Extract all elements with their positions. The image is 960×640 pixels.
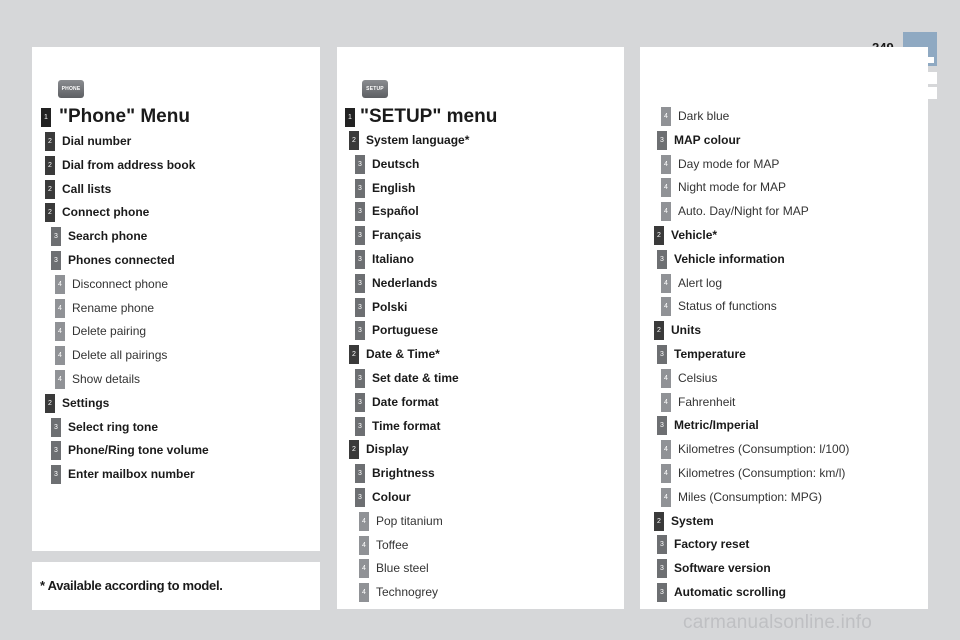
level-badge: 2 — [45, 394, 55, 413]
level-badge: 4 — [55, 275, 65, 294]
menu-item-label: Search phone — [68, 229, 148, 244]
menu-item-label: Automatic scrolling — [674, 585, 787, 599]
level-badge: 1 — [41, 108, 51, 127]
menu-item-label: Enter mailbox number — [68, 467, 195, 482]
level-badge: 3 — [355, 250, 365, 269]
level-badge: 4 — [661, 393, 671, 412]
level-badge: 3 — [355, 488, 365, 507]
menu-item-label: Brightness — [372, 466, 435, 481]
level-badge: 4 — [359, 559, 369, 578]
menu-item-label: Call lists — [62, 181, 112, 196]
level-badge: 4 — [55, 322, 65, 341]
setup-button-icon: SETUP — [362, 80, 388, 98]
level-badge: 4 — [359, 512, 369, 531]
menu-item-label: Day mode for MAP — [678, 156, 780, 171]
level-badge: 3 — [657, 250, 667, 269]
level-badge: 3 — [355, 298, 365, 317]
menu-item-label: Pop titanium — [376, 513, 443, 528]
menu-item-label: Toffee — [376, 537, 409, 552]
menu-item-label: Display — [366, 442, 409, 457]
menu-item-label: Vehicle information — [674, 251, 785, 266]
menu-item-label: Show details — [72, 372, 141, 386]
level-badge: 4 — [55, 299, 65, 318]
menu-item-label: Español — [372, 204, 419, 219]
menu-item-label: Rename phone — [72, 300, 155, 315]
level-badge: 3 — [355, 464, 365, 483]
level-badge: 3 — [657, 583, 667, 602]
level-badge: 2 — [45, 180, 55, 199]
menu-item-label: Temperature — [674, 347, 746, 361]
watermark: carmanualsonline.info — [683, 612, 873, 633]
phone-menu-title: "Phone" Menu — [59, 106, 190, 127]
menu-item-label: Delete pairing — [72, 324, 147, 339]
level-badge: 3 — [657, 131, 667, 150]
menu-item-label: Celsius — [678, 370, 718, 385]
chapter-tab-marker — [928, 57, 934, 63]
menu-item-label: Time format — [372, 418, 441, 433]
menu-item-label: Dial from address book — [62, 157, 196, 172]
menu-item-label: Date format — [372, 394, 439, 409]
level-badge: 3 — [657, 559, 667, 578]
menu-item-label: Blue steel — [376, 561, 429, 576]
level-badge: 2 — [349, 440, 359, 459]
menu-item-label: Phone/Ring tone volume — [68, 443, 209, 458]
level-badge: 2 — [654, 321, 664, 340]
menu-item-label: Fahrenheit — [678, 394, 736, 409]
level-badge: 3 — [355, 179, 365, 198]
level-badge: 4 — [359, 583, 369, 602]
menu-item-label: Miles (Consumption: MPG) — [678, 489, 823, 504]
level-badge: 4 — [661, 178, 671, 197]
level-badge: 4 — [661, 274, 671, 293]
menu-item-label: MAP colour — [674, 132, 741, 147]
level-badge: 3 — [355, 369, 365, 388]
menu-item-label: Auto. Day/Night for MAP — [678, 204, 809, 219]
level-badge: 3 — [355, 274, 365, 293]
menu-item-label: English — [372, 180, 416, 195]
level-badge: 2 — [45, 156, 55, 175]
menu-item-label: Delete all pairings — [72, 348, 168, 363]
menu-item-label: Units — [671, 323, 701, 338]
menu-item-label: System — [671, 513, 714, 528]
level-badge: 3 — [355, 226, 365, 245]
menu-item-label: Night mode for MAP — [678, 180, 787, 195]
level-badge: 2 — [45, 203, 55, 222]
menu-item-label: Factory reset — [674, 537, 750, 552]
level-badge: 4 — [55, 346, 65, 365]
menu-item-label: Portuguese — [372, 323, 439, 338]
menu-item-label: Connect phone — [62, 205, 150, 220]
menu-item-label: Phones connected — [68, 253, 175, 267]
level-badge: 4 — [661, 369, 671, 388]
menu-item-label: Italiano — [372, 252, 415, 266]
menu-item-label: Dark blue — [678, 109, 730, 123]
menu-item-label: Select ring tone — [68, 419, 159, 434]
menu-item-label: Software version — [674, 561, 771, 576]
menu-item-label: Technogrey — [376, 585, 439, 600]
menu-item-label: Polski — [372, 299, 408, 314]
level-badge: 4 — [661, 464, 671, 483]
menu-item-label: Date & Time* — [366, 347, 440, 362]
level-badge: 4 — [661, 107, 671, 126]
level-badge: 4 — [661, 488, 671, 507]
menu-item-label: System language* — [366, 133, 470, 147]
level-badge: 2 — [349, 345, 359, 364]
level-badge: 4 — [661, 202, 671, 221]
menu-item-label: Status of functions — [678, 299, 777, 314]
level-badge: 3 — [355, 321, 365, 340]
menu-item-label: Metric/Imperial — [674, 418, 759, 433]
level-badge: 3 — [355, 393, 365, 412]
menu-item-label: Set date & time — [372, 371, 459, 385]
level-badge: 2 — [654, 226, 664, 245]
level-badge: 2 — [45, 132, 55, 151]
level-badge: 1 — [345, 108, 355, 127]
phone-button-icon: PHONE — [58, 80, 84, 98]
level-badge: 3 — [657, 535, 667, 554]
level-badge: 3 — [51, 465, 61, 484]
footnote: * Available according to model. — [40, 578, 223, 593]
level-badge: 3 — [51, 251, 61, 270]
menu-item-label: Français — [372, 228, 422, 243]
level-badge: 3 — [51, 441, 61, 460]
menu-item-label: Vehicle* — [671, 228, 718, 242]
menu-item-label: Settings — [62, 395, 110, 410]
menu-item-label: Kilometres (Consumption: l/100) — [678, 442, 850, 457]
menu-item-label: Alert log — [678, 275, 723, 290]
menu-item-label: Deutsch — [372, 156, 420, 171]
level-badge: 4 — [359, 536, 369, 555]
menu-item-label: Kilometres (Consumption: km/l) — [678, 466, 846, 480]
level-badge: 3 — [657, 345, 667, 364]
menu-item-label: Colour — [372, 490, 411, 504]
level-badge: 4 — [661, 440, 671, 459]
setup-menu-title: "SETUP" menu — [360, 106, 498, 127]
level-badge: 4 — [55, 370, 65, 389]
menu-item-label: Disconnect phone — [72, 276, 169, 291]
level-badge: 3 — [355, 202, 365, 221]
menu-item-label: Nederlands — [372, 275, 438, 290]
level-badge: 2 — [654, 512, 664, 531]
level-badge: 3 — [355, 155, 365, 174]
menu-item-label: Dial number — [62, 134, 132, 148]
level-badge: 4 — [661, 297, 671, 316]
level-badge: 3 — [355, 417, 365, 436]
level-badge: 4 — [661, 155, 671, 174]
level-badge: 3 — [657, 416, 667, 435]
level-badge: 2 — [349, 131, 359, 150]
level-badge: 3 — [51, 227, 61, 246]
level-badge: 3 — [51, 418, 61, 437]
